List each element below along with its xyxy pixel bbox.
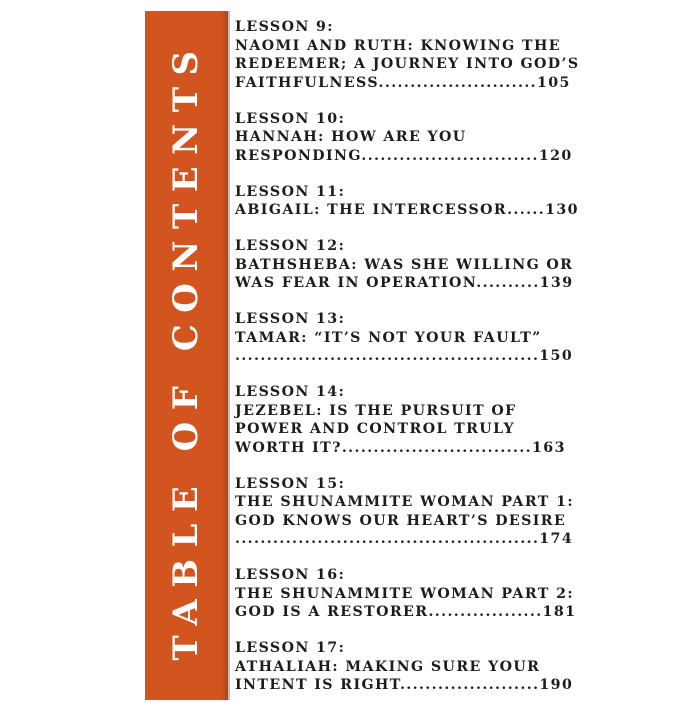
lesson-title-line: TAMAR: “IT’S NOT YOUR FAULT” [235, 329, 542, 346]
lesson-page-line: INTENT IS RIGHT......................190 [235, 677, 574, 693]
lesson-title-line: ATHALIAH: MAKING SURE YOUR [235, 658, 541, 675]
lesson-title-line: NAOMI AND RUTH: KNOWING THE [235, 37, 561, 54]
lesson-number: LESSON 15: [235, 475, 346, 492]
lesson-title-line: REDEEMER; A JOURNEY INTO GOD’S [235, 56, 580, 72]
lesson-number: LESSON 10: [235, 110, 346, 127]
lesson-page-line: FAITHFULNESS.........................105 [235, 74, 571, 91]
lesson-number: LESSON 13: [235, 311, 346, 327]
lesson-title-line: JEZEBEL: IS THE PURSUIT OF [235, 402, 517, 419]
lesson-page-line: RESPONDING............................120 [235, 147, 573, 164]
toc-entry-lesson-17[interactable] [235, 639, 595, 695]
lesson-number: LESSON 14: [235, 384, 346, 400]
lesson-page-line: ................................................150 [235, 348, 574, 364]
lesson-number: LESSON 9: [235, 19, 334, 35]
toc-entry-lesson-12[interactable] [235, 237, 595, 293]
toc-entry-lesson-13[interactable] [235, 310, 595, 366]
lesson-title-line: GOD KNOWS OUR HEART’S DESIRE [235, 512, 567, 529]
lesson-page-line: GOD IS A RESTORER..................181 [235, 604, 577, 620]
toc-entry-lesson-14[interactable] [235, 383, 595, 457]
lesson-title-line: HANNAH: HOW ARE YOU [235, 129, 467, 145]
lesson-page-line: WORTH IT?..............................163 [235, 439, 566, 456]
lesson-number: LESSON 17: [235, 640, 346, 656]
lesson-title-line: THE SHUNAMMITE WOMAN PART 2: [235, 585, 574, 602]
toc-entry-lesson-16[interactable] [235, 566, 595, 622]
lesson-page-line: ABIGAIL: THE INTERCESSOR......130 [235, 202, 579, 218]
toc-entry-lesson-15[interactable] [235, 475, 595, 549]
lesson-title-line: THE SHUNAMMITE WOMAN PART 1: [235, 494, 574, 510]
toc-entry-lesson-10[interactable] [235, 110, 595, 166]
sidebar-shadow [221, 11, 230, 700]
toc-list [235, 18, 595, 712]
lesson-page-line: ................................................174 [235, 531, 574, 547]
lesson-number: LESSON 16: [235, 567, 346, 583]
lesson-number: LESSON 11: [235, 183, 346, 200]
lesson-number: LESSON 12: [235, 238, 346, 254]
toc-entry-lesson-11[interactable] [235, 183, 595, 220]
lesson-page-line: WAS FEAR IN OPERATION..........139 [235, 275, 574, 291]
table-of-contents-title: TABLE OF CONTENTS [166, 39, 206, 661]
lesson-title-line: BATHSHEBA: WAS SHE WILLING OR [235, 256, 574, 273]
lesson-title-line: POWER AND CONTROL TRULY [235, 421, 516, 437]
toc-entry-lesson-9[interactable] [235, 18, 595, 92]
